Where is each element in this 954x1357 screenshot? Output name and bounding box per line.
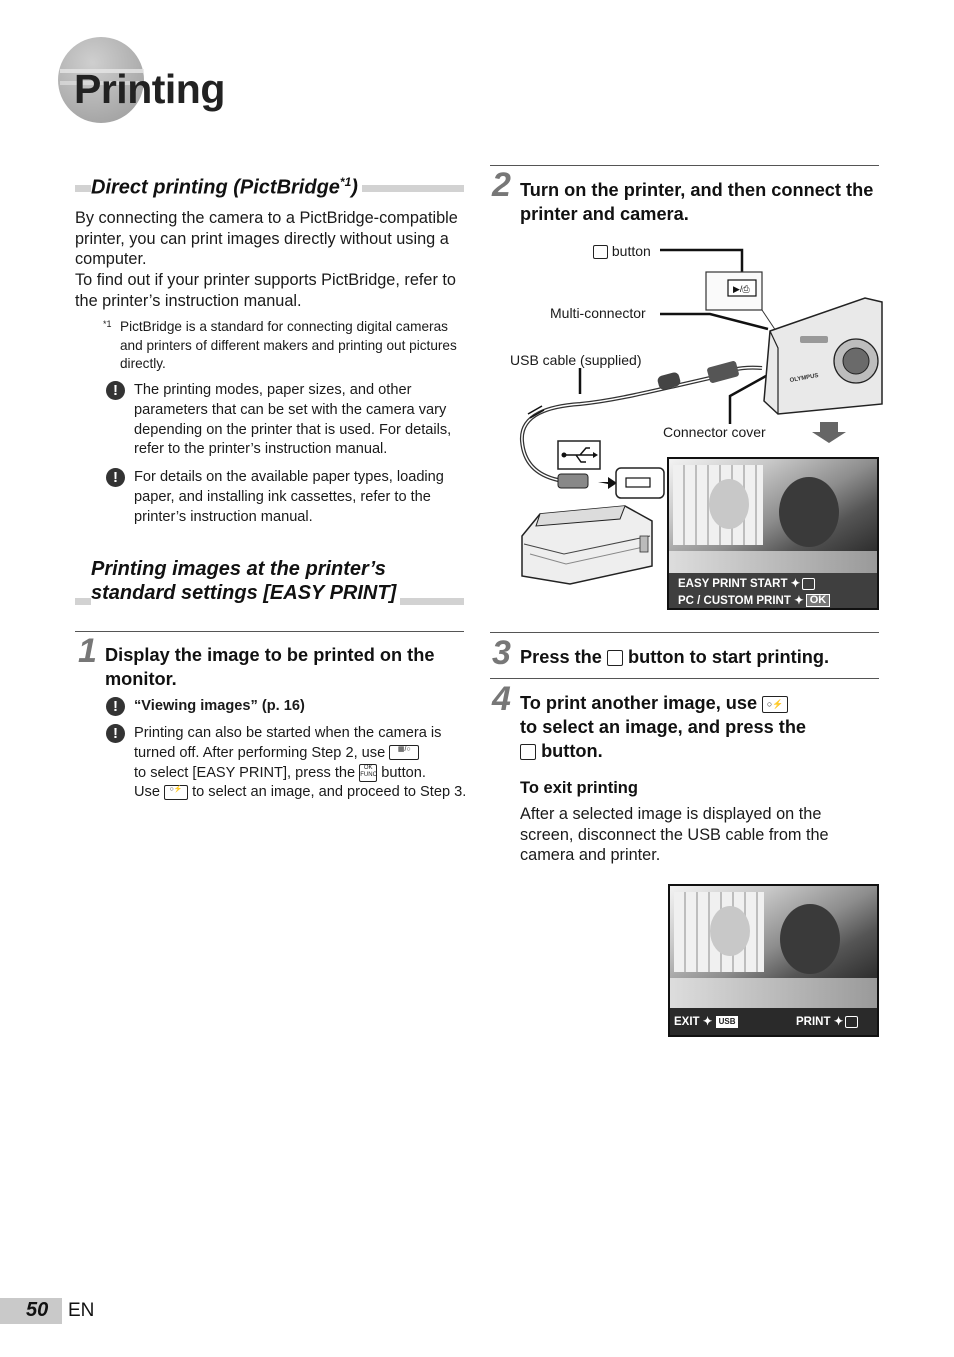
page-title: Printing bbox=[74, 66, 225, 112]
reference-viewing-images: “Viewing images” (p. 16) bbox=[134, 698, 305, 714]
section-heading-direct-printing: Direct printing (PictBridge$^{*1}$) bbox=[91, 170, 362, 200]
usb-badge: USB bbox=[716, 1016, 739, 1028]
step-1-instruction: Display the image to be printed on the monitor. bbox=[105, 645, 435, 689]
intro-paragraph-2: To find out if your printer supports PictBridge, refer to the printer’s instruction manual. bbox=[75, 271, 456, 310]
usb-plug-camera bbox=[706, 360, 739, 383]
warning-icon: ! bbox=[106, 381, 125, 400]
camera-screen-easy-print bbox=[667, 457, 879, 610]
photo-person bbox=[710, 906, 750, 956]
print-button-icon bbox=[593, 245, 608, 259]
warning-icon: ! bbox=[106, 468, 125, 487]
warning-icon: ! bbox=[106, 724, 125, 743]
label-print-button: button bbox=[593, 243, 651, 259]
footnote-text: PictBridge is a standard for connecting digital cameras and printers of different makers and printing out pictures directly. bbox=[120, 319, 457, 372]
step-divider bbox=[490, 678, 879, 679]
leader-line-button bbox=[660, 250, 742, 274]
screen-print-option: PRINT ✦ bbox=[796, 1014, 858, 1028]
step-number-1: 1 bbox=[78, 632, 97, 670]
ok-func-button-icon: OK FUNC bbox=[359, 764, 377, 782]
usb-plug-printer bbox=[558, 474, 588, 488]
camera-screen-print bbox=[668, 884, 879, 1037]
svg-text:OLYMPUS: OLYMPUS bbox=[789, 373, 820, 384]
exit-printing-heading: To exit printing bbox=[520, 779, 638, 797]
screen-exit-option: EXIT ✦ USB bbox=[674, 1014, 738, 1028]
step-number-2: 2 bbox=[492, 166, 511, 204]
note-printing-modes: The printing modes, paper sizes, and other parameters that can be set with the camera vary depending on the printer that is used. For details, refer to the printer’s instruction manual. bbox=[134, 382, 452, 458]
screen-custom-print: PC / CUSTOM PRINT ✦ OK bbox=[678, 593, 830, 607]
camera-illustration bbox=[764, 298, 882, 414]
ok-button-icon: OK bbox=[806, 594, 831, 607]
print-button-icon bbox=[520, 744, 536, 760]
arrow-pad-icon: ○⚡ bbox=[164, 785, 188, 800]
print-button-icon bbox=[845, 1016, 858, 1028]
step-divider bbox=[75, 631, 464, 632]
step-number-3: 3 bbox=[492, 634, 511, 672]
down-arrow-icon bbox=[812, 422, 846, 443]
step-3-instruction: Press the button to start printing. bbox=[520, 647, 830, 667]
intro-paragraph: By connecting the camera to a PictBridge-compatible printer, you can print images directly without using a computer. bbox=[75, 209, 458, 269]
label-usb-cable: USB cable (supplied) bbox=[510, 352, 642, 368]
arrow-pad-icon: ▦/○ bbox=[389, 745, 419, 760]
photo-person bbox=[709, 479, 749, 529]
note-paper-types: For details on the available paper types, loading paper, and installing ink cassettes, refer to the printer’s instruction manual. bbox=[134, 469, 444, 525]
photo-person bbox=[780, 904, 840, 974]
print-button-icon bbox=[607, 650, 623, 666]
warning-icon: ! bbox=[106, 697, 125, 716]
note-printing-camera-off: Printing can also be started when the camera is turned off. After performing Step 2, use ▦/○ to select [EASY PRINT], press the OK FUNC button. Use ○⚡ to select an image, and proceed to Step 3. bbox=[134, 725, 467, 801]
arrow-pad-icon: ○⚡ bbox=[762, 696, 788, 713]
svg-text:▶/⎙: ▶/⎙ bbox=[733, 284, 750, 294]
language-code: EN bbox=[68, 1300, 95, 1321]
photo-table bbox=[670, 978, 879, 1008]
print-button-icon bbox=[802, 578, 815, 590]
step-4-instruction: To print another image, use ○⚡ to select an image, and press the button. bbox=[520, 693, 807, 761]
photo-person bbox=[779, 477, 839, 547]
ferrite-core bbox=[657, 371, 682, 390]
step-divider bbox=[490, 165, 879, 166]
leader-line-connector-cover bbox=[730, 376, 766, 424]
leader-line-multi-connector bbox=[660, 314, 768, 329]
exit-printing-text: After a selected image is displayed on the screen, disconnect the USB cable from the camera and printer. bbox=[520, 805, 829, 865]
screen-easy-print-start: EASY PRINT START ✦ bbox=[678, 576, 815, 590]
step-number-4: 4 bbox=[492, 680, 511, 718]
label-connector-cover: Connector cover bbox=[663, 424, 766, 440]
step-divider bbox=[490, 632, 879, 633]
footnote-mark: *1 bbox=[103, 319, 112, 329]
step-2-instruction: Turn on the printer, and then connect the printer and camera. bbox=[520, 180, 874, 224]
page-number: 50 bbox=[26, 1299, 49, 1321]
section-heading-easy-print: Printing images at the printer’s standard settings [EASY PRINT] bbox=[91, 557, 463, 605]
printer-illustration bbox=[522, 506, 652, 584]
label-multi-connector: Multi-connector bbox=[550, 305, 646, 321]
